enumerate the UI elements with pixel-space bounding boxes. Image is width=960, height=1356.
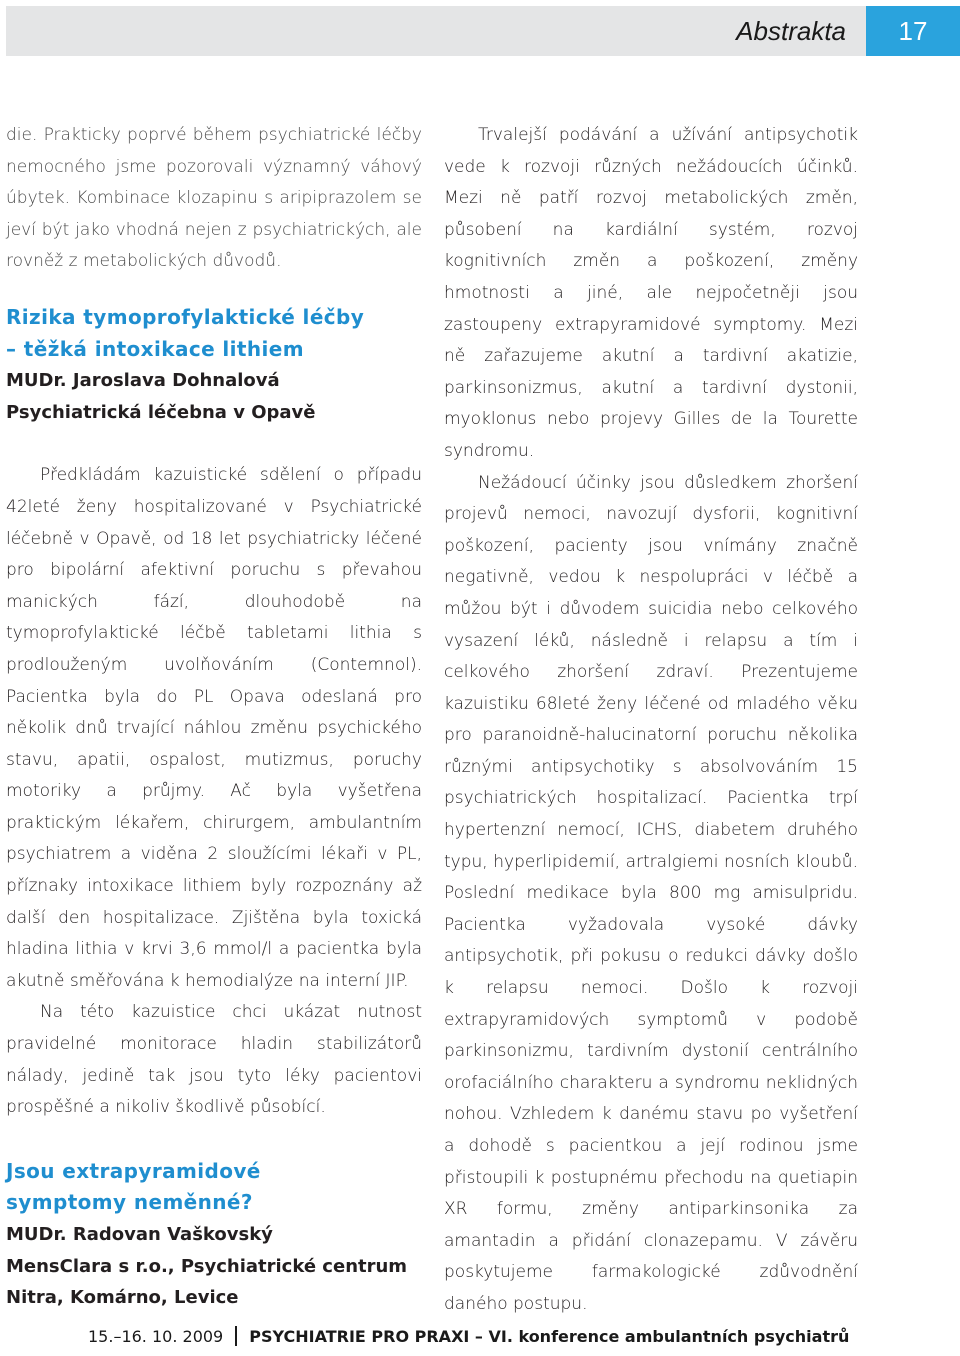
section-title: Abstrakta <box>736 16 846 46</box>
right-paragraph1: Trvalejší podávání a užívání antipsychotik vede k rozvoji různých nežádoucích účinků. Mezi ně patří rozvoj metabolických změn, působení na kardiální systém, rozvoj kognitivních změn a poškození, změny hmotnosti a jiné, ale nejpočetněji jsou zastoupeny extrapyramidové symptomy. Mezi ně zařazujeme akutní a tardivní akatizie, parkinsonizmus, akutní a tardivní dystonii, myoklonus nebo projevy Gilles de la Tourette syndromu. <box>444 125 858 461</box>
page-number-box <box>866 6 960 56</box>
right-column <box>444 120 858 1321</box>
abstract2-author: MUDr. Radovan Vaškovský <box>6 1224 273 1245</box>
abstract1-paragraph2: Na této kazuistice chci ukázat nutnost pravidelné monitorace hladin stabilizátorů nálady, jedině tak jsou tyto léky pacientovi prospěšné a nikoliv škodlivě působící. <box>6 1002 422 1118</box>
abstract2-title-line1: Jsou extrapyramidové <box>6 1158 261 1183</box>
abstract1-author: MUDr. Jaroslava Dohnalová <box>6 370 280 392</box>
abstract2-affiliation-line2: Nitra, Komárno, Levice <box>6 1287 239 1309</box>
footer-date: 15.–16. 10. 2009 <box>88 1327 224 1346</box>
footer <box>88 1326 849 1346</box>
header-bar <box>6 6 866 56</box>
abstract2-affiliation-line1: MensClara s r.o., Psychiatrické centrum <box>6 1255 408 1277</box>
footer-conference: PSYCHIATRIE PRO PRAXI – VI. konference ambulantních psychiatrů <box>249 1327 850 1346</box>
abstract1-paragraph1: Předkládám kazuistické sdělení o případu 42leté ženy hospitalizované v Psychiatrické léčebně v Opavě, od 18 let psychiatricky léčené pro bipolární afektivní poruchu s převahou manických fází, dlouhodobě na tymoprofylaktické léčbě tabletami lithia s prodlouženým uvolňováním (Contemnol). Pacientka byla do PL Opava odeslaná pro několik dnů trvající náhlou změnu psychického stavu, apatii, ospalost, mutizmus, poruchy motoriky a průjmy. Ač byla vyšetřena praktickým lékařem, chirurgem, ambulantním psychiatrem a viděna 2 sloužícími lékaři v PL, příznaky intoxikace lithiem byly rozpoznány až další den hospitalizace. Zjištěna byla toxická hladina lithia v krvi 3,6 mmol/l a pacientka byla akutně směřována k hemodialýze na interní JIP. <box>6 465 422 991</box>
abstract1-title-line2: – těžká intoxikace lithiem <box>6 336 304 361</box>
abstract2-title-line2: symptomy neměnné? <box>6 1190 253 1215</box>
intro-text: die. Prakticky poprvé během psychiatrické léčby nemocného jsme pozorovali významný váhový úbytek. Kombinace klozapinu s aripiprazolem se jeví být jako vhodná nejen z psychiatrických, ale rovněž z metabolických důvodů. <box>6 125 422 272</box>
abstract1-title-line1: Rizika tymoprofylaktické léčby <box>6 304 365 329</box>
right-paragraph2: Nežádoucí účinky jsou důsledkem zhoršení projevů nemoci, navozují dysforii, kognitivní poškození, pacienty jsou vnímány značně negativně, vedou k nespolupráci v léčbě a můžou být i důvodem suicidia nebo celkového vysazení léků, následně i relapsu a tím i celkového zhoršení zdraví. Prezentujeme kazuistiku 68leté ženy léčené od mladého věku pro paranoidně-halucinatorní poruchu několika různými antipsychotiky s absolvováním 15 psychiatrických hospitalizací. Pacientka trpí hypertenzní nemocí, ICHS, diabetem druhého typu, hyperlipidemií, artralgiemi nosních kloubů. Poslední medikace byla 800 mg amisulpridu. Pacientka vyžadovala vysoké dávky antipsychotik, při pokusu o redukci dávky došlo k relapsu nemoci. Došlo k rozvoji extrapyramidových symptomů v podobě parkinsonizmu, tardivním dystonií centrálního orofaciálního charakteru a syndromu neklidných nohou. Vzhledem k danému stavu po vyšetření a dohodě s pacientkou a její rodinou jsme přistoupili k postupnému přechodu na quetiapin XR formu, změny antiparkinsonika za amantadin a přidání clonazepamu. V závěru poskytujeme farmakologické zdůvodnění daného postupu. <box>444 472 858 1314</box>
footer-separator <box>235 1326 237 1346</box>
abstract1-affiliation: Psychiatrická léčebna v Opavě <box>6 401 316 423</box>
left-column <box>6 120 422 1314</box>
page-number: 17 <box>898 16 928 46</box>
